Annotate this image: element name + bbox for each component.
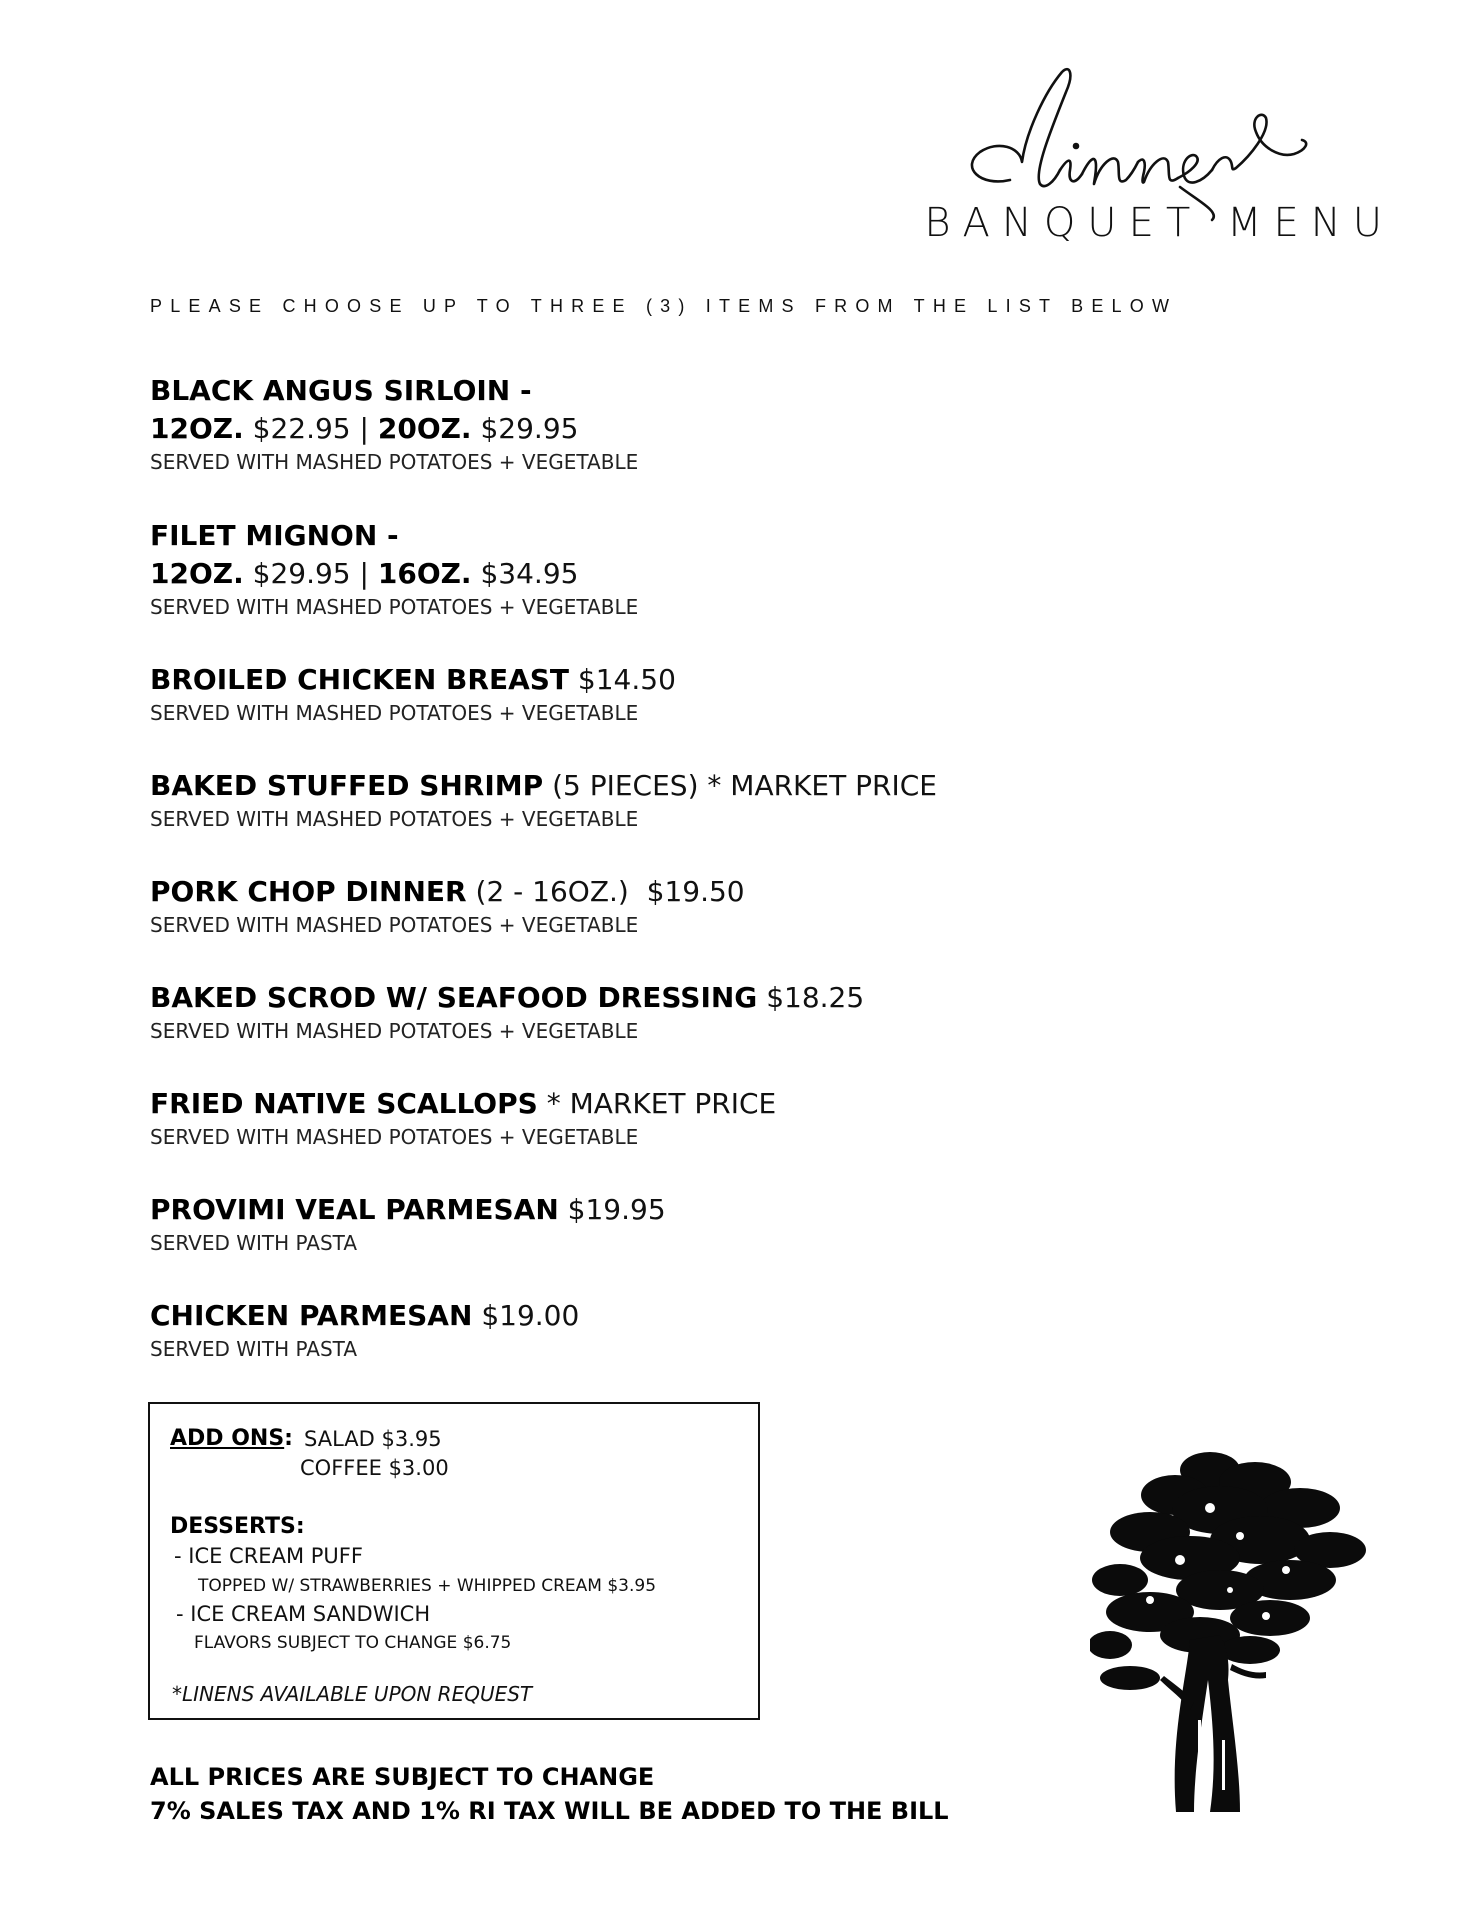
item-served-with: SERVED WITH MASHED POTATOES + VEGETABLE (150, 595, 639, 619)
item-size: 16OZ. (377, 557, 472, 590)
item-served-with: SERVED WITH PASTA (150, 1231, 358, 1255)
price-separator: | (359, 557, 369, 590)
menu-instruction: PLEASE CHOOSE UP TO THREE (3) ITEMS FROM THE LIST BELOW (150, 296, 1178, 316)
item-price: $22.95 (252, 412, 351, 445)
item-detail: $18.25 (766, 981, 865, 1014)
desserts-heading: DESSERTS: (170, 1514, 305, 1539)
item-served-with: SERVED WITH MASHED POTATOES + VEGETABLE (150, 701, 639, 725)
menu-item-chicken-parmesan (150, 1297, 1150, 1363)
item-detail: $19.00 (481, 1299, 580, 1332)
footer-notice (150, 1760, 949, 1828)
item-price: $29.95 (480, 412, 579, 445)
dessert-ice-cream-sandwich-desc: FLAVORS SUBJECT TO CHANGE $6.75 (194, 1633, 512, 1653)
add-on-coffee: COFFEE $3.00 (300, 1456, 449, 1480)
item-name: FRIED NATIVE SCALLOPS (150, 1087, 538, 1120)
footer-tax-notice: 7% SALES TAX AND 1% RI TAX WILL BE ADDED TO THE BILL (150, 1797, 949, 1825)
menu-items-list (150, 372, 1150, 1363)
item-name: PROVIMI VEAL PARMESAN (150, 1193, 559, 1226)
item-detail: $19.95 (567, 1193, 666, 1226)
menu-item-filet-mignon (150, 517, 1150, 621)
menu-item-veal-parmesan (150, 1191, 1150, 1257)
item-served-with: SERVED WITH MASHED POTATOES + VEGETABLE (150, 913, 639, 937)
item-served-with: SERVED WITH MASHED POTATOES + VEGETABLE (150, 450, 639, 474)
item-size: 20OZ. (377, 412, 472, 445)
item-price: $29.95 (252, 557, 351, 590)
dessert-ice-cream-puff: - ICE CREAM PUFF (174, 1544, 363, 1568)
item-served-with: SERVED WITH PASTA (150, 1337, 358, 1361)
item-name: FILET MIGNON - (150, 519, 399, 552)
item-detail: (2 - 16OZ.) $19.50 (475, 875, 745, 908)
footer-price-change: ALL PRICES ARE SUBJECT TO CHANGE (150, 1763, 655, 1791)
menu-item-sirloin (150, 372, 1150, 476)
item-served-with: SERVED WITH MASHED POTATOES + VEGETABLE (150, 1019, 639, 1043)
add-ons-colon: : (284, 1426, 293, 1451)
item-detail: (5 PIECES) * MARKET PRICE (552, 769, 937, 802)
item-name: BAKED STUFFED SHRIMP (150, 769, 544, 802)
add-on-salad: SALAD $3.95 (304, 1427, 442, 1451)
item-size: 12OZ. (150, 557, 244, 590)
item-detail: $14.50 (577, 663, 676, 696)
item-name: BLACK ANGUS SIRLOIN - (150, 374, 532, 407)
add-ons-box (148, 1402, 760, 1720)
item-name: PORK CHOP DINNER (150, 875, 467, 908)
menu-subtitle: BANQUET MENU (924, 200, 1394, 246)
item-served-with: SERVED WITH MASHED POTATOES + VEGETABLE (150, 807, 639, 831)
dessert-ice-cream-sandwich: - ICE CREAM SANDWICH (176, 1602, 431, 1626)
menu-item-baked-scrod (150, 979, 1150, 1045)
script-title-dinner (950, 62, 1350, 222)
item-price: $34.95 (480, 557, 579, 590)
dessert-ice-cream-puff-desc: TOPPED W/ STRAWBERRIES + WHIPPED CREAM $3.95 (198, 1576, 657, 1596)
price-separator: | (359, 412, 369, 445)
item-size: 12OZ. (150, 412, 244, 445)
tree-illustration (1090, 1440, 1380, 1820)
menu-item-stuffed-shrimp (150, 767, 1150, 833)
linens-note: *LINENS AVAILABLE UPON REQUEST (172, 1682, 533, 1706)
menu-item-chicken-breast (150, 661, 1150, 727)
item-name: BAKED SCROD W/ SEAFOOD DRESSING (150, 981, 758, 1014)
item-detail: * MARKET PRICE (546, 1087, 777, 1120)
menu-item-native-scallops (150, 1085, 1150, 1151)
add-ons-heading: ADD ONS (170, 1426, 285, 1451)
item-served-with: SERVED WITH MASHED POTATOES + VEGETABLE (150, 1125, 639, 1149)
menu-item-pork-chop (150, 873, 1150, 939)
item-name: CHICKEN PARMESAN (150, 1299, 473, 1332)
item-name: BROILED CHICKEN BREAST (150, 663, 570, 696)
